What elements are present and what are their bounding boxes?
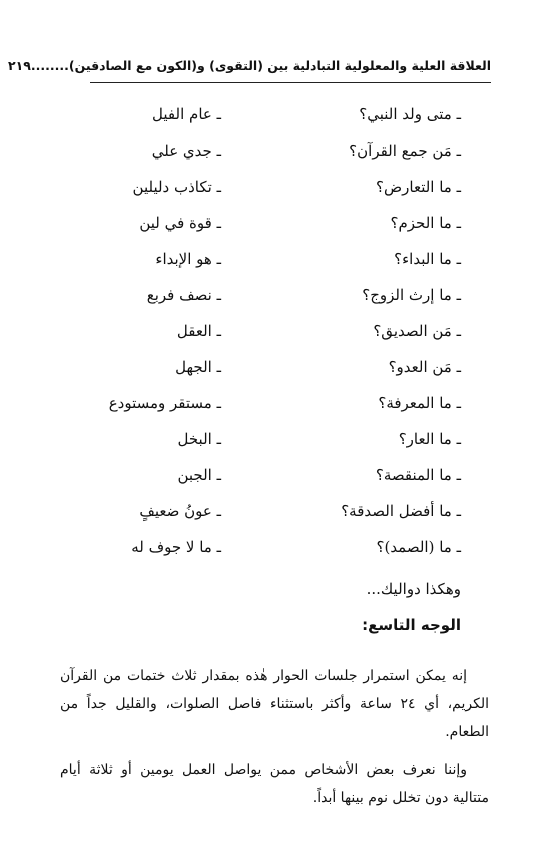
question: ـ ما المعرفة؟ [378, 394, 461, 412]
closing-line: وهكذا دواليك... [366, 580, 461, 598]
answer: ـ ما لا جوف له [131, 538, 221, 556]
qa-row [82, 281, 461, 309]
answer: ـ هو الإبداء [155, 250, 221, 268]
qa-row [82, 497, 461, 525]
answer: ـ البخل [177, 430, 221, 448]
question: ـ ما العار؟ [398, 430, 461, 448]
qa-row [82, 533, 461, 561]
answer: ـ عام الفيل [152, 105, 221, 123]
qa-row [82, 100, 461, 128]
answer: ـ عونُ ضعيفٍ [139, 502, 221, 520]
question: ـ ما البداء؟ [394, 250, 461, 268]
section-heading: الوجه التاسع: [362, 616, 461, 634]
question: ـ مَن الصديق؟ [373, 322, 461, 340]
answer: ـ جدي علي [151, 142, 221, 160]
question: ـ ما (الصمد)؟ [376, 538, 461, 556]
question: ـ مَن العدو؟ [388, 358, 461, 376]
paragraph: وإننا نعرف بعض الأشخاص ممن يواصل العمل يومين أو ثلاثة أيام متتالية دون تخلل نوم بينها أبداً. [60, 762, 489, 806]
answer: ـ قوة في لين [139, 214, 221, 232]
question: ـ متى ولد النبي؟ [359, 105, 461, 123]
page-number: ٢١٩ [8, 58, 31, 73]
answer: ـ العقل [176, 322, 221, 340]
running-header [8, 58, 491, 82]
question: ـ ما المنقصة؟ [375, 466, 461, 484]
qa-row [82, 425, 461, 453]
qa-row [82, 209, 461, 237]
qa-row [82, 245, 461, 273]
question: ـ ما التعارض؟ [376, 178, 461, 196]
qa-row [82, 317, 461, 345]
qa-row [82, 173, 461, 201]
question: ـ ما إرث الزوج؟ [362, 286, 461, 304]
qa-row [82, 461, 461, 489]
answer: ـ نصف فربع [146, 286, 221, 304]
header-title: العلاقة العلية والمعلولية التبادلية بين (التقوى) و(الكون مع الصادقين)........ [30, 58, 491, 73]
paragraph: إنه يمكن استمرار جلسات الحوار هٰذه بمقدار ثلاث ختمات من القرآن الكريم، أي ٢٤ ساعة وأكثر باستثناء فاصل الصلوات، والقليل جداً من الطعام. [60, 668, 489, 740]
answer: ـ الجهل [175, 358, 221, 376]
answer: ـ تكاذب دليلين [132, 178, 221, 196]
answer: ـ مستقر ومستودع [108, 394, 221, 412]
question: ـ ما الحزم؟ [390, 214, 461, 232]
qa-row [82, 353, 461, 381]
qa-row [82, 389, 461, 417]
answer: ـ الجبن [177, 466, 221, 484]
header-divider [90, 82, 491, 83]
qa-row [82, 137, 461, 165]
question: ـ مَن جمع القرآن؟ [349, 142, 461, 160]
question: ـ ما أفضل الصدقة؟ [341, 502, 461, 520]
